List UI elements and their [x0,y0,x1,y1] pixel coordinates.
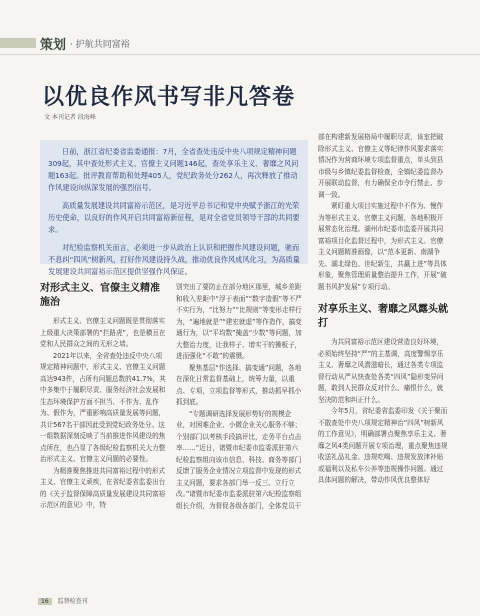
article-byline: 文 本刊记者 段海峰 [44,114,96,121]
body-paragraph: 为精准聚焦推进共同富裕过程中的形式主义、官僚主义顽疾，在省纪委省监委出台的《关于监督保障高质量发展建设共同富裕示范区的意见》中，特 [40,466,166,509]
body-paragraph: 紧盯重大项目实施过程中不作为、慢作为等形式主义、官僚主义问题，各地积极开展常态化治理。湖州市纪委市监委开展共同富裕项目化监督过程中，为形式主义、官僚主义问题精准画像，以“范本更新、南湖争先、湖北绿色、世纪新生，共赢上进”等具体形象，聚焦管理质量整治提升工作，开展“破题书风护发展”专项行动。 [318,202,447,291]
body-paragraph: 部在构建新发展格局中履职尽责，该室把破除形式主义、官僚主义等纪律作风要求落实情况作为营商环境专项监督重点，单头到县市级与乡镇纪委监督检查，全镇纪委监督办开展联动监督，有力确保全市令行禁止、步调一致。 [318,133,444,199]
intro-paragraph: 日前，浙江省纪委省监委通报：7月，全省查处违反中央八项规定精神问题309起，其中查处形式主义、官僚主义问题146起，查处享乐主义、奢靡之风问题163起。批评教育帮助和处理405人，党纪政务处分262人，再次释放了推动作风建设向纵深发展的强烈信号。 [48,147,299,192]
column-right [318,132,448,487]
body-paragraph: 2021年以来，全省查处违反中央八项规定精神问题中，形式主义、官僚主义问题高达943件，占所有问题总数的41.7%，其中多集中于履职尽责、服务经济社会发展和生态环境保护方面不担当、不作为、乱作为、假作为，严重影响高质量发展等问题，共计567名干部因此受到党纪政务处分。这一组数据深刻反映了当前推进作风建设的焦点所在，也凸显了各级纪检监察机关大力整治形式主义、官僚主义问题的必要性。 [40,351,166,463]
page-header [0,34,480,56]
section-logo: 策划 [40,38,67,53]
intro-paragraph: 对纪检监察机关而言，必须进一步从政治上认识和把握作风建设问题，驰而不息纠“四风”树新风，打好作风建设持久战，推动优良作风成风化习，为高质量发展建设共同富裕示范区提供坚强作风保证。 [48,243,300,276]
body-paragraph: 别突出了要防止在部分地区那里，城乡差距和收入差距中“浮于表面”“数字造假”等不严不实行为，“比努力”“比规则”等变形走样行为，“遍地就是”“建宏就虚”等作造作，搞变通行为，以“平均数”掩盖“少数”等问题，加大整治力度，让我样子、增实干的操板子，进而强化“不敢”的震慑。 [176,283,302,360]
section-subtitle: · 护航共同富裕 [70,40,130,50]
header-accent-bar [0,38,36,48]
section-heading: 对形式主义、官僚主义精准施治 [40,283,160,308]
article-title: 以优良作风书写非凡答卷 [42,85,296,110]
intro-box [40,140,308,276]
intro-paragraph: 高质量发展建设共同富裕示范区，是习近平总书记和党中央赋予浙江的光荣历史使命，以良好的作风开启共同富裕新征程，是对全省党员领导干部的共同要求。 [48,201,300,234]
publication-name: 监督检查刊 [57,598,88,605]
header-divider [0,54,480,55]
body-paragraph: 聚焦基层“作选择、搞变通”问题，各地在深化日常监督基础上，统筹力量，以重点、专项，立项监督等形式，推动抓早抓小抓到底。 [176,363,302,406]
page-number: 16 [38,598,52,605]
body-paragraph: “专题调研选择发展形势好的规模企业，对困难企业、小微企业关心服务不够；个别部门以考核手段搞评比，走务平台点击率……”近日，诸暨市纪委市监委派驻第六纪检监察组向该市信息、科技、商务等部门反馈了服务企业情况立项监督中发现的形式主义问题，要求各部门举一反三、立行立改。”诸暨市纪委市监委派驻第六纪检监察组组长介绍，为督促各级各部门，全体党员干 [176,409,302,510]
body-paragraph: 形式主义、官僚主义问题既是贯彻落实上级重大决策部署的“拦路虎”，也是横亘在党和人民群众之间的无形之墙。 [40,317,166,348]
page-footer [38,596,88,605]
body-paragraph: 今年5月，省纪委省监委印发《关于聚而不散查处中央八项规定精神治“四风”树新风的工作意见》，明确部署点聚焦享乐主义、奢靡之风4类问题开展专项治理，重点聚焦违规收送礼品礼金、违规吃喝、违规发放津补贴或福利以及私车公养等违规操作问题。通过具体问题的解决，带动作风优良整体好 [318,407,448,484]
column-left [40,282,168,512]
column-middle [176,282,304,512]
section-heading: 对享乐主义、奢靡之风露头就打 [318,304,448,329]
body-paragraph: 为共同富裕示范区建设营造良好环境，必须始终坚持“严”的主基调，高度警惕享乐主义、奢靡之风潜滋暗长，通过各类专项监督行动从严从快查处各类“四风”隐形变异问题，敢到人民群众反对什么、痛恨什么，就坚决防范和纠正什么。 [318,338,444,404]
